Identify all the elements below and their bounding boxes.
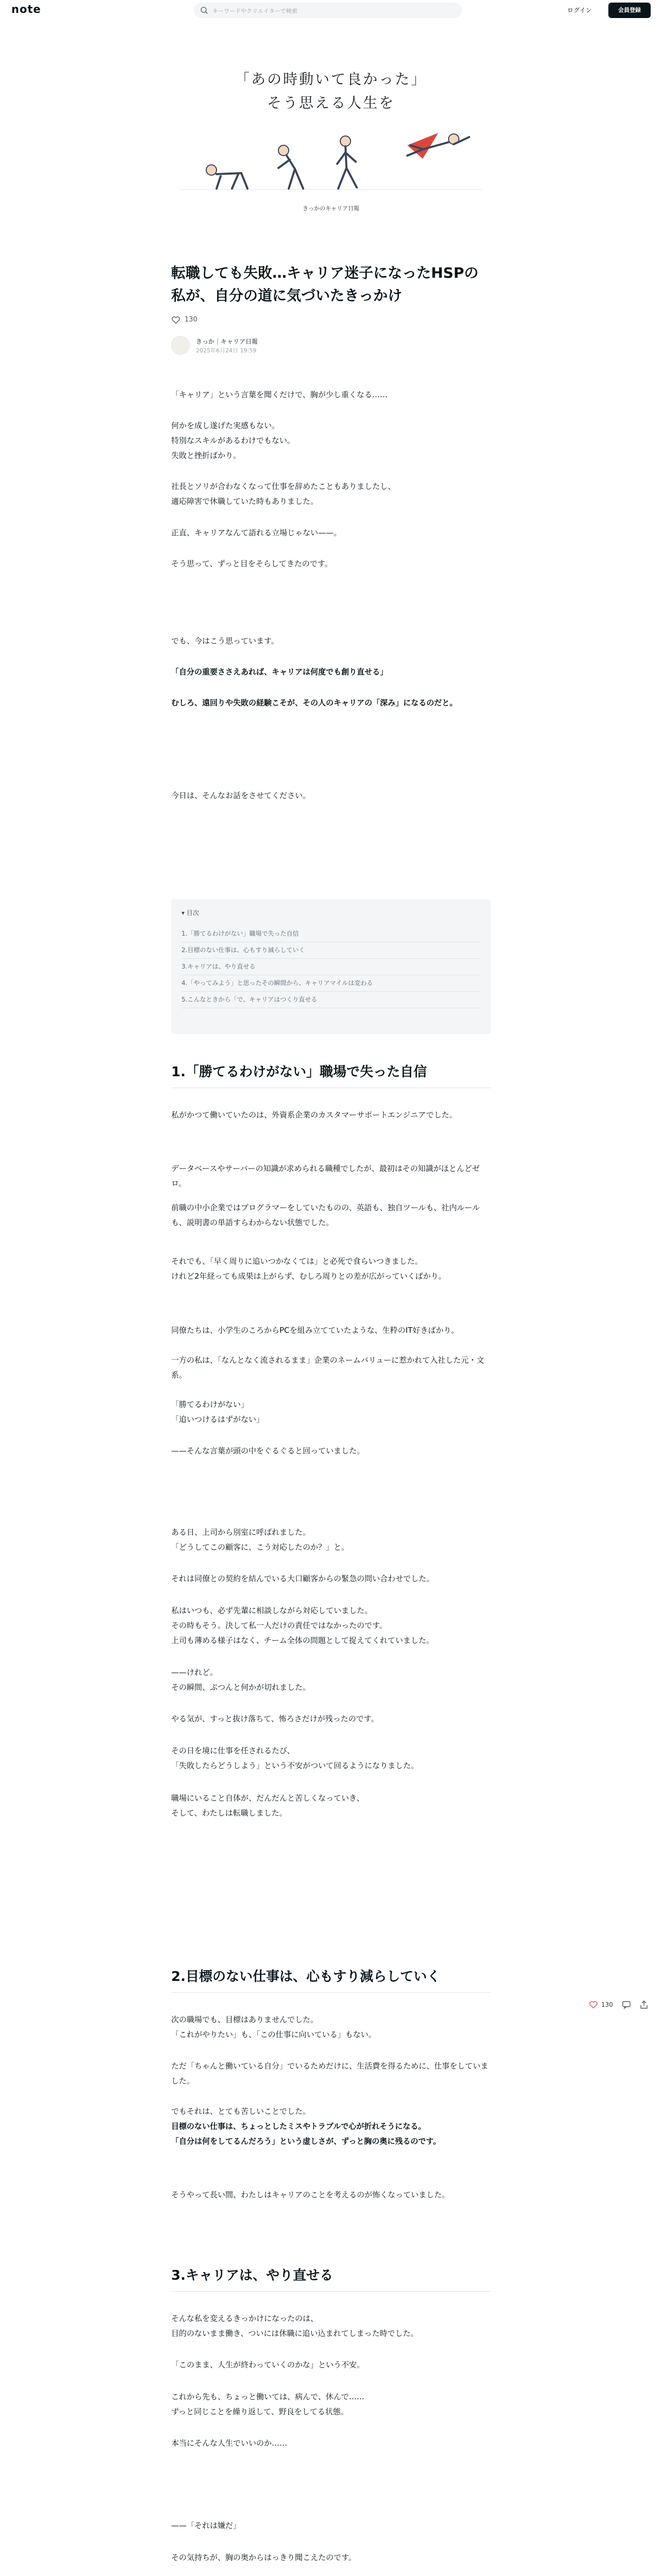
search-input[interactable] (194, 3, 462, 18)
section-heading: 1.「勝てるわけがない」職場で失った自信 (171, 1061, 491, 1088)
hero-line-1: 「あの時動いて良かった」 (235, 71, 427, 88)
paragraph: そうやって長い間、わたしはキャリアのことを考えるのが怖くなっていました。 (171, 2190, 450, 2199)
share-icon[interactable] (639, 2000, 649, 2009)
paragraph: ある日、上司から別室に呼ばれました。 (171, 1528, 311, 1537)
paragraph: 社長とソリが合わなくなって仕事を辞めたこともありましたし、 (171, 482, 396, 491)
emphasis-paragraph: むしろ、遠回りや失敗の経験こそが、その人のキャリアの「深み」になるのだと。 (171, 698, 458, 707)
paragraph: ずっと同じことを繰り返して、野良をしてる状態。 (171, 2407, 349, 2416)
paragraph: ——けれど。 (171, 1668, 218, 1677)
paragraph: 同僚たちは、小学生のころからPCを組み立てていたような、生粋のIT好きばかり。 (171, 1326, 459, 1335)
hero-image (170, 56, 492, 226)
paragraph: 「これがやりたい」も、「この仕事に向いている」もない。 (171, 2030, 376, 2039)
emphasis-paragraph: 目標のない仕事は、ちょっとしたミスやトラブルで心が折れそうになる。 (171, 2122, 426, 2131)
floating-action-bar (589, 1999, 656, 2011)
paragraph: ——「それは嫌だ」 (171, 2521, 241, 2530)
paragraph: 本当にそんな人生でいいのか…… (171, 2438, 288, 2448)
paragraph: ——そんな言葉が頭の中をぐるぐると回っていました。 (171, 1446, 365, 1455)
paragraph: 「失敗したらどうしよう」という不安がついて回るようになりました。 (171, 1761, 419, 1770)
section-heading: 3.キャリアは、やり直せる (171, 2265, 491, 2292)
author-name[interactable]: きっか｜キャリア日報 (196, 338, 258, 345)
heart-icon[interactable] (171, 315, 180, 325)
paragraph: 次の職場でも、目標はありませんでした。 (171, 2015, 319, 2024)
emphasis-paragraph: 「自分は何をしてるんだろう」という虚しさが、ずっと胸の奥に残るのです。 (171, 2137, 441, 2146)
signup-button[interactable]: 会員登録 (608, 3, 651, 18)
hero-illustration (180, 112, 482, 200)
paragraph: 目的のないまま働き、ついには休職に追い込まれてしまった時でした。 (171, 2329, 419, 2338)
paragraph: でも、今はこう思っています。 (171, 636, 279, 646)
toc-toggle-icon: ▾ (181, 909, 187, 917)
paragraph: 職場にいること自体が、だんだんと苦しくなっていき、 (171, 1793, 365, 1803)
paragraph: 「キャリア」という言葉を聞くだけで、胸が少し重くなる…… (171, 390, 388, 399)
paragraph: 「どうしてこの顧客に、こう対応したのか？」と。 (171, 1543, 350, 1552)
paragraph: そう思って、ずっと目をそらしてきたのです。 (171, 559, 333, 568)
paragraph: 私がかつて働いていたのは、外資系企業のカスタマーサポートエンジニアでした。 (171, 1110, 457, 1120)
note-logo[interactable]: note (11, 3, 41, 15)
paragraph: 前職の中小企業ではプログラマーをしていたものの、英語も、独自ツールも、社内ルールも、説明書の単語すらわからない状態でした。 (171, 1203, 480, 1227)
avatar[interactable] (171, 336, 190, 354)
section-heading: 2.目標のない仕事は、心もすり減らしていく (171, 1966, 491, 1993)
toc-item[interactable]: 3.キャリアは、やり直せる (181, 962, 481, 975)
paragraph: これから先も、ちょっと働いては、病んで、休んで…… (171, 2392, 365, 2401)
paragraph: そんな私を変えるきっかけになったのは、 (171, 2314, 319, 2323)
emphasis-paragraph: 「自分の重要ささえあれば、キャリアは何度でも創り直せる」 (171, 667, 388, 676)
paragraph: 今日は、そんなお話をさせてください。 (171, 791, 311, 800)
like-count: 130 (185, 316, 197, 324)
toc-item[interactable]: 5.こんなときから「で、キャリアはつくり直せる (181, 995, 481, 1008)
hero-caption: きっかのキャリア日報 (303, 205, 359, 212)
paragraph: 「追いつけるはずがない」 (171, 1415, 264, 1424)
paragraph: 「このまま、人生が終わっていくのかな」という不安。 (171, 2360, 365, 2369)
paragraph: 一方の私は、「なんとなく流されるまま」企業のネームバリューに惹かれて入社した元・文系。 (171, 1355, 485, 1380)
publish-date: 2025年6月24日 19:59 (196, 347, 257, 354)
paragraph: 適応障害で休職していた時もありました。 (171, 497, 319, 506)
paragraph: 私はいつも、必ず先輩に相談しながら対応していました。 (171, 1606, 373, 1615)
paragraph: それでも、「早く周りに追いつかなくては」と必死で食らいつきました。 (171, 1257, 423, 1266)
paragraph: そして、わたしは転職しました。 (171, 1808, 287, 1818)
paragraph: それは同僚との契約を結んでいる大口顧客からの緊急の問い合わせでした。 (171, 1574, 435, 1583)
paragraph: データベースやサーバーの知識が求められる職種でしたが、最初はその知識がほとんどゼロ。 (171, 1164, 480, 1188)
toc-item[interactable]: 1.「勝てるわけがない」職場で失った自信 (181, 929, 481, 942)
paragraph: やる気が、すっと抜け落ちて、怖ろさだけが残ったのです。 (171, 1714, 379, 1723)
toc-heading-label: 目次 (186, 909, 199, 917)
paragraph: 正直、キャリアなんて語れる立場じゃない——。 (171, 528, 342, 537)
login-button[interactable]: ログイン (567, 7, 592, 14)
paragraph: ただ「ちゃんと働いている自分」でいるためだけに、生活費を得るために、仕事をしていました。 (171, 2061, 489, 2086)
paragraph: 上司も薄める様子はなく、チーム全体の問題として捉えてくれていました。 (171, 1636, 434, 1645)
search-placeholder: キーワードやクリエイターで検索 (212, 8, 297, 14)
toc-item[interactable]: 4.「やってみよう」と思ったその瞬間から、キャリアマイルは変わる (181, 978, 481, 992)
toc-heading[interactable] (181, 908, 199, 917)
global-header (0, 0, 662, 21)
paragraph: でもそれは、とても苦しいことでした。 (171, 2107, 311, 2116)
paragraph: その日を境に仕事を任されるたび、 (171, 1746, 295, 1755)
hero-line-2: そう思える人生を (267, 94, 395, 111)
heart-icon[interactable] (589, 2000, 598, 2009)
comment-icon[interactable] (622, 2000, 631, 2009)
search-icon (200, 6, 208, 14)
toc-item[interactable]: 2.目標のない仕事は、心もすり減らしていく (181, 945, 481, 959)
paragraph: その気持ちが、胸の奥からはっきり聞こえたのです。 (171, 2553, 356, 2562)
table-of-contents (171, 899, 491, 1034)
paragraph: 「勝てるわけがない」 (171, 1400, 249, 1409)
paragraph: 失敗と挫折ばかり。 (171, 451, 241, 460)
author-block[interactable] (171, 335, 326, 355)
paragraph: その瞬間、ぷつんと何かが切れました。 (171, 1683, 311, 1692)
article-title: 転職しても失敗…キャリア迷子になったHSPの私が、自分の道に気づいたきっかけ (171, 264, 479, 304)
paragraph: 何かを成し遂げた実感もない。 (171, 421, 280, 430)
paragraph: 特別なスキルがあるわけでもない。 (171, 436, 295, 445)
like-count: 130 (601, 2001, 613, 2008)
paragraph: けれど2年経っても成果は上がらず、むしろ周りとの差が広がっていくばかり。 (171, 1272, 446, 1281)
paragraph: その時もそう。決して私一人だけの責任ではなかったのです。 (171, 1621, 387, 1630)
